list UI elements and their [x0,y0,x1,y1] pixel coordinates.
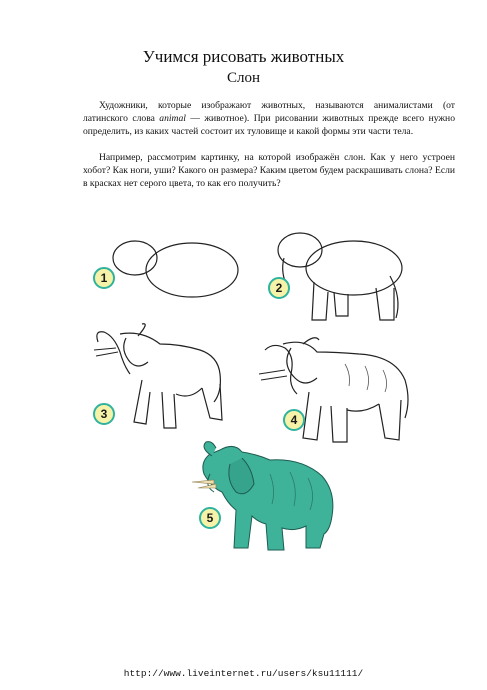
step-badge-5: 5 [199,507,221,529]
step1-sketch [110,238,240,303]
page-subtitle: Слон [226,70,261,86]
intro-text-start: Художники, которые изображают животных, называются анималистами (от латинского слова [83,100,455,124]
step-badge-3: 3 [93,403,115,425]
question-paragraph: Например, рассмотрим картинку, на которой изображён слон. Как у него устроен хобот? Как ноги, уши? Какого он размера? Каким цветом будем раскрашивать слона? Если в красках нет серого цвета, то как его получить? [83,152,455,189]
step-badge-1: 1 [93,267,115,289]
intro-text-end: — животное). При рисовании животных прежде всего нужно определить, из каких частей состоит их туловище и какой формы эти части тела. [83,113,455,137]
intro-paragraph [83,99,455,138]
step2-sketch [272,228,412,328]
step-badge-2: 2 [268,277,290,299]
source-url: http://www.liveinternet.ru/users/ksu11111/ [123,668,364,679]
step5-elephant-illustration [190,444,340,554]
latin-word: animal [159,113,186,124]
step-badge-4: 4 [283,409,305,431]
page-title: Учимся рисовать животных [142,47,345,66]
step4-sketch [255,334,415,446]
